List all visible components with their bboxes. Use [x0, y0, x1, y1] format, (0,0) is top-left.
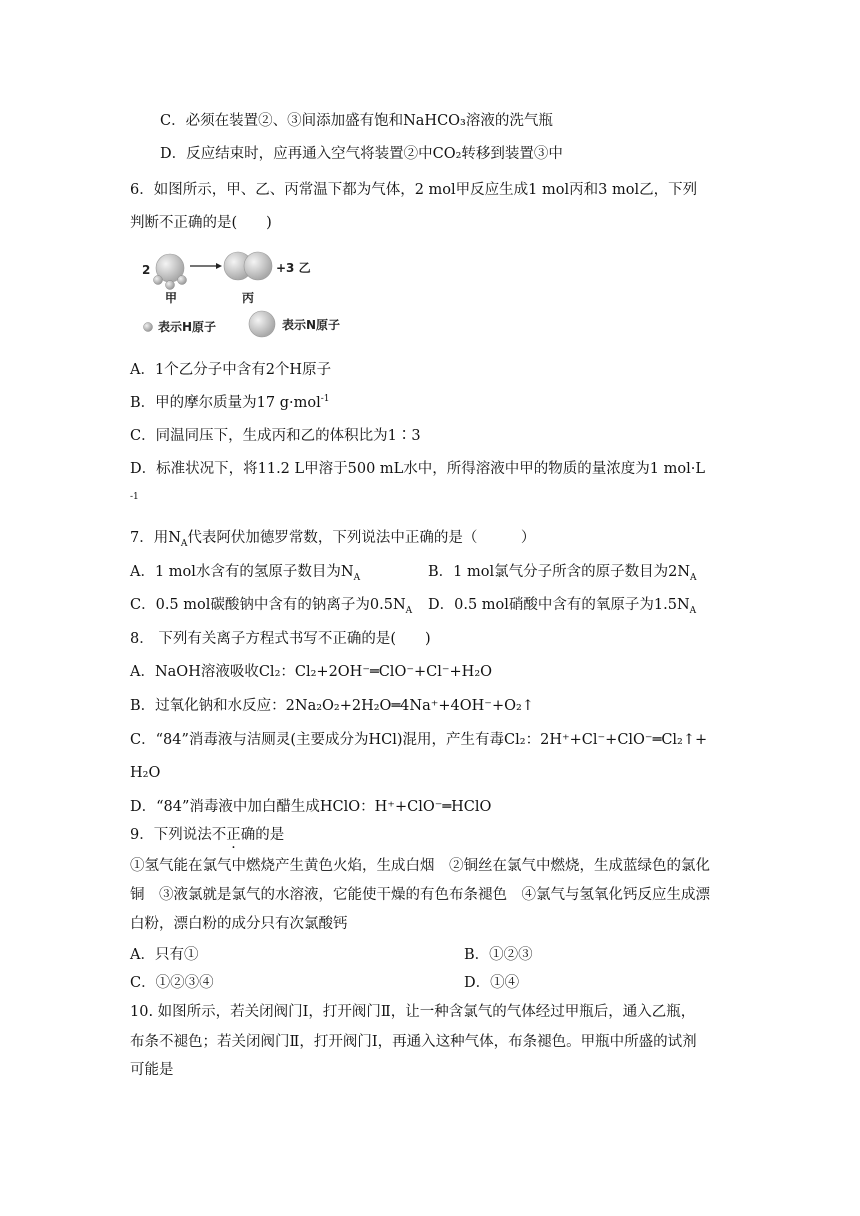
legend-h-label: 表示H原子: [158, 320, 217, 334]
q7-option-d: D．0.5 mol硝酸中含有的氧原子为$1.5N_A$: [428, 597, 697, 616]
q6-option-d-wrap: -1: [130, 492, 139, 502]
q9-option-a: A．只有①: [130, 947, 199, 963]
q7-option-a: A．1 mol水含有的氢原子数目为$N_A$: [130, 564, 361, 583]
q9-option-b: B．①②③: [464, 947, 533, 963]
label-bing: 丙: [242, 291, 255, 305]
bing-n-atom: [244, 252, 272, 280]
jia-h-atom: [154, 276, 163, 285]
q8-option-b: B．过氧化钠和水反应：2Na₂O₂+2H₂O═4Na⁺+4OH⁻+O₂↑: [130, 698, 534, 714]
q9-stem: 9．下列说法不正确的是: [130, 827, 285, 843]
q5-option-c: C．必须在装置②、③间添加盛有饱和NaHCO₃溶液的洗气瓶: [160, 113, 553, 129]
q7-option-c: C．0.5 mol碳酸钠中含有的钠离子为$0.5N_A$: [130, 597, 413, 616]
q6-product-suffix: +3 乙: [276, 261, 311, 275]
q8-option-a: A．NaOH溶液吸收Cl₂：Cl₂+2OH⁻═ClO⁻+Cl⁻+H₂O: [130, 664, 493, 680]
jia-h-atom: [166, 281, 175, 290]
arrow-head: [216, 263, 222, 269]
q6-option-c: C．同温同压下，生成丙和乙的体积比为1∶3: [130, 428, 421, 444]
label-jia: 甲: [165, 291, 178, 305]
q9-body-line2: 铜 ③液氯就是氯气的水溶液，它能使干燥的有色布条褪色 ④氯气与氢氧化钙反应生成漂: [130, 887, 710, 903]
q10-line2: 布条不褪色；若关闭阀门Ⅱ，打开阀门Ⅰ，再通入这种气体，布条褪色。甲瓶中所盛的试剂: [130, 1034, 697, 1050]
q10-line3: 可能是: [130, 1062, 174, 1078]
legend-h-atom-icon: [144, 323, 153, 332]
legend-n-label: 表示N原子: [282, 318, 341, 332]
jia-h-atom: [178, 276, 187, 285]
q6-coefficient-2: 2: [142, 263, 151, 277]
q6-stem-line2: 判断不正确的是( ): [130, 215, 272, 231]
q9-option-d: D．①④: [464, 975, 520, 991]
q6-molecule-diagram: [130, 248, 370, 344]
q10-line1: 10. 如图所示，若关闭阀门Ⅰ，打开阀门Ⅱ，让一种含氯气的气体经过甲瓶后，通入乙瓶，: [130, 1004, 696, 1020]
q5-option-d: D．反应结束时，应再通入空气将装置②中CO₂转移到装置③中: [160, 146, 563, 162]
q6-option-a: A．1个乙分子中含有2个H原子: [130, 362, 332, 378]
q6-stem-line1: 6．如图所示，甲、乙、丙常温下都为气体，2 mol甲反应生成1 mol丙和3 mol乙，下列: [130, 182, 698, 198]
legend-n-atom-icon: [249, 311, 275, 337]
q7-option-b: B．1 mol氯气分子所含的原子数目为$2N_A$: [428, 564, 697, 583]
q9-option-c: C．①②③④: [130, 975, 214, 991]
q6-option-d: D．标准状况下，将11.2 L甲溶于500 mL水中，所得溶液中甲的物质的量浓度为1 mol·L: [130, 461, 705, 477]
q6-option-b: B．甲的摩尔质量为17 g·mol$^{-1}$: [130, 394, 330, 411]
q7-stem: 7．用$N_A$代表阿伏加德罗常数，下列说法中正确的是（ ）: [130, 530, 536, 549]
q9-body-line3: 白粉，漂白粉的成分只有次氯酸钙: [130, 916, 348, 932]
q8-option-c: C．“84”消毒液与洁厕灵(主要成分为HCl)混用，产生有毒Cl₂：2H⁺+Cl⁻+ClO⁻═Cl₂↑+: [130, 732, 708, 748]
q8-option-c-wrap: H₂O: [130, 765, 161, 781]
q8-option-d: D．“84”消毒液中加白醋生成HClO：H⁺+ClO⁻═HClO: [130, 799, 492, 815]
q8-stem: 8． 下列有关离子方程式书写不正确的是( ): [130, 631, 431, 647]
q9-body-line1: ①氢气能在氯气中燃烧产生黄色火焰，生成白烟 ②铜丝在氯气中燃烧，生成蓝绿色的氯化: [130, 858, 710, 874]
